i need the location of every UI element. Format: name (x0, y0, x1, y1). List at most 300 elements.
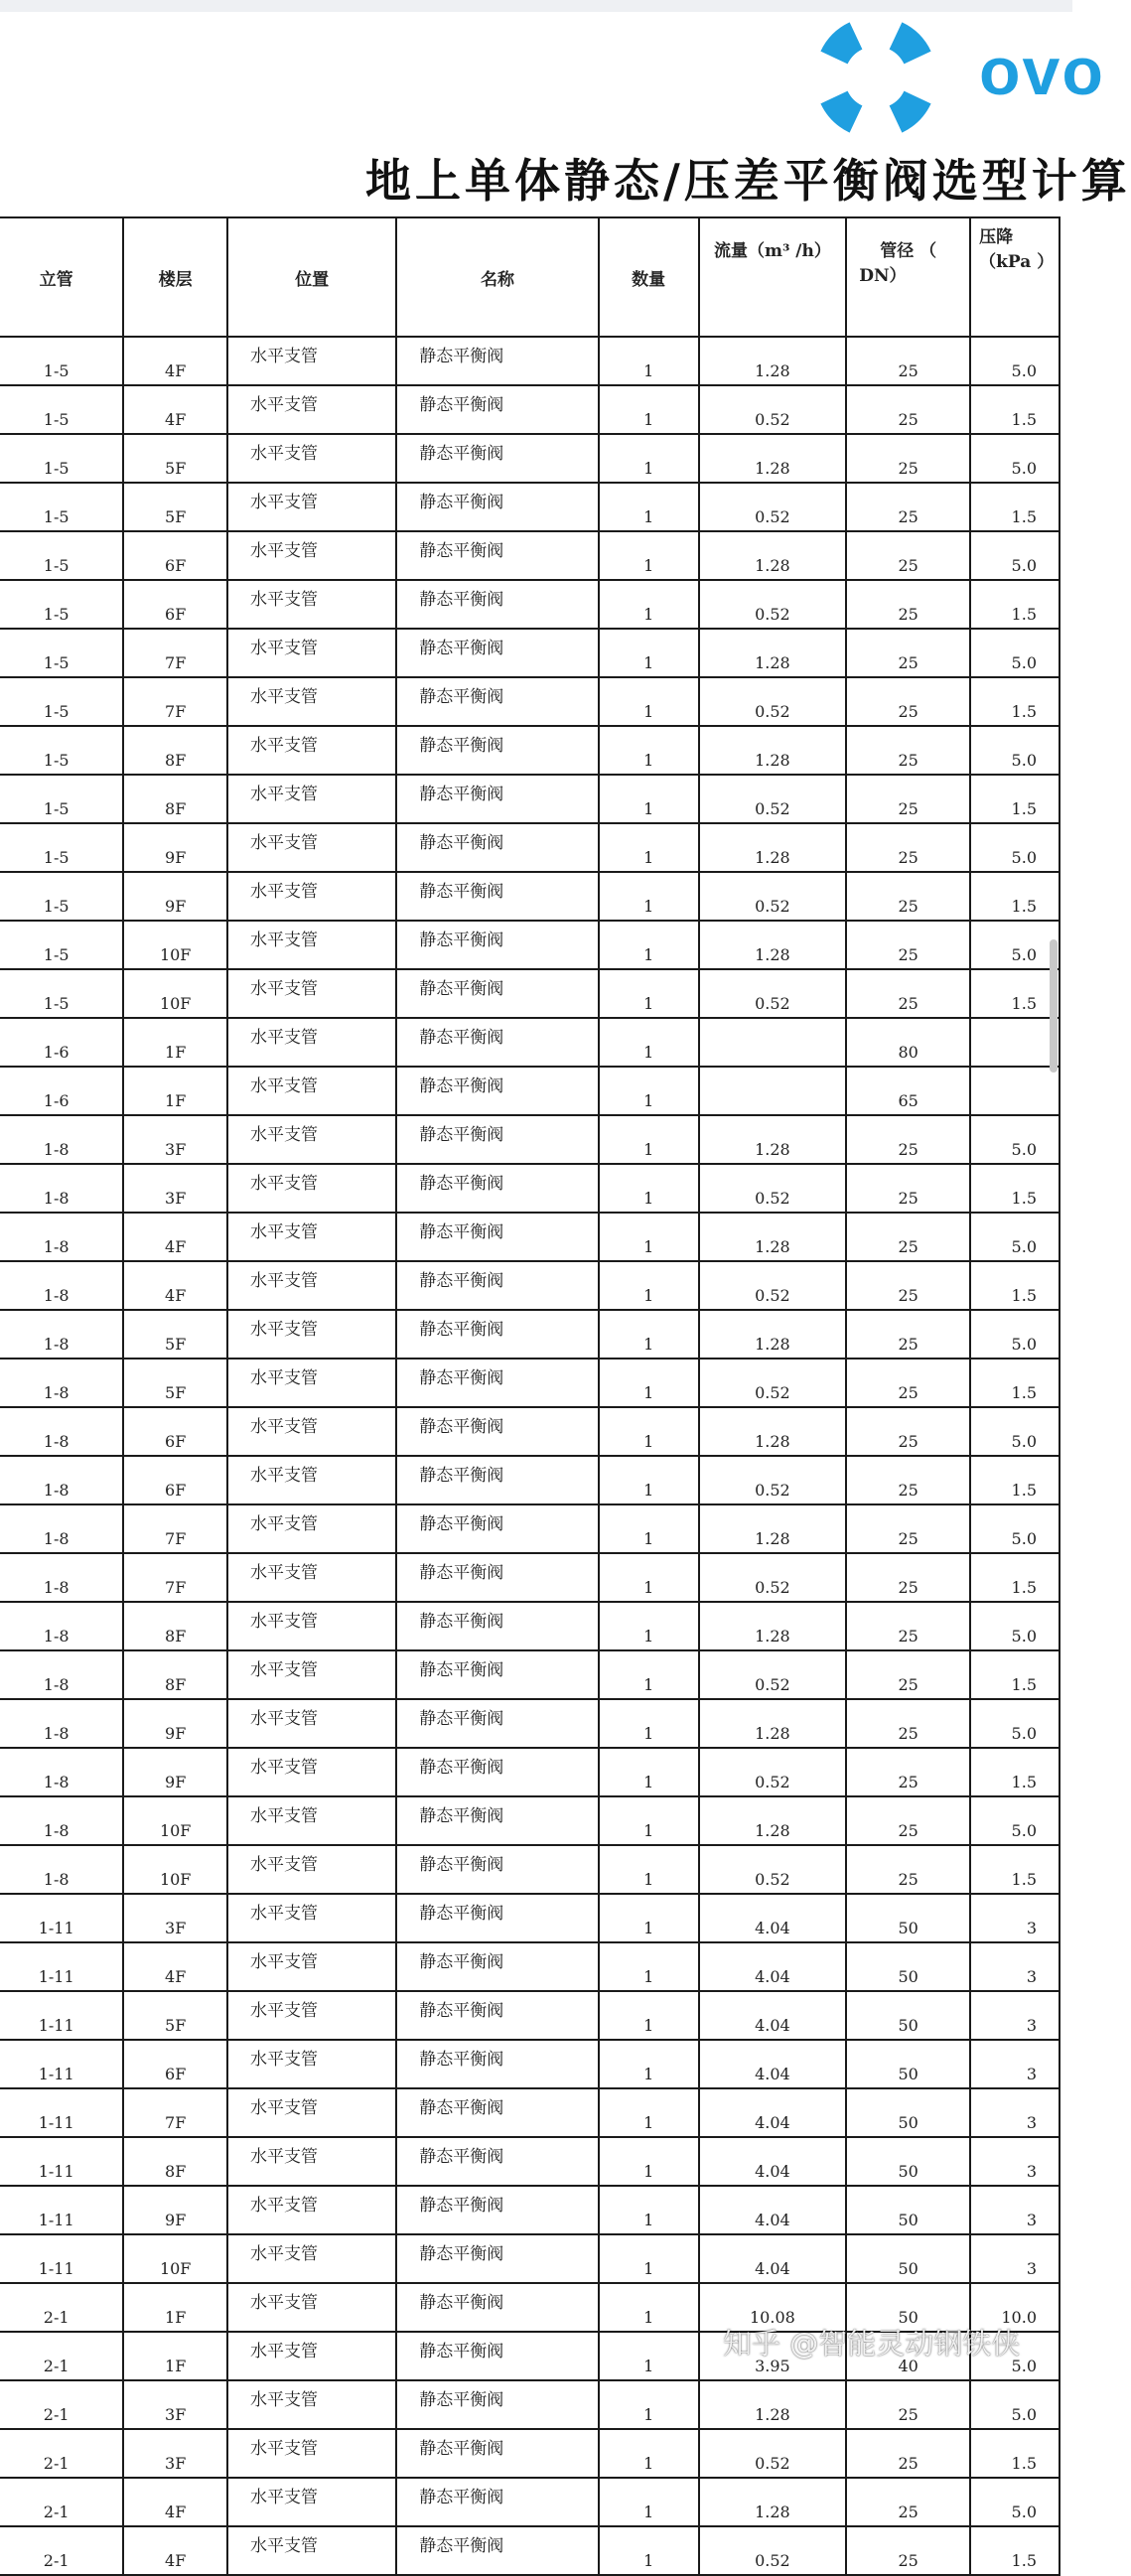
cell-qty: 1 (599, 2186, 699, 2234)
cell-floor: 6F (123, 531, 227, 580)
table-row (0, 385, 1060, 434)
col-header-diameter-line2: DN） (859, 266, 907, 286)
cell-riser: 1-5 (0, 337, 123, 385)
cell-pressure-drop: 5.0 (970, 434, 1060, 483)
cell-flow: 1.28 (699, 2380, 847, 2429)
cell-flow: 0.52 (699, 1359, 847, 1407)
cell-diameter: 50 (846, 1942, 970, 1991)
cell-floor: 1F (123, 2283, 227, 2332)
cell-qty: 1 (599, 1407, 699, 1456)
table-row (0, 1845, 1060, 1894)
cell-floor: 8F (123, 1602, 227, 1650)
cell-diameter: 25 (846, 1261, 970, 1310)
cell-name: 静态平衡阀 (396, 1699, 598, 1748)
cell-flow: 4.04 (699, 1942, 847, 1991)
cell-flow: 0.52 (699, 1164, 847, 1213)
table-row (0, 580, 1060, 629)
cell-flow: 1.28 (699, 921, 847, 969)
table-row (0, 1748, 1060, 1796)
valve-selection-table (0, 216, 1060, 2576)
table-row (0, 677, 1060, 726)
cell-name: 静态平衡阀 (396, 1894, 598, 1942)
cell-flow: 1.28 (699, 1310, 847, 1359)
table-row (0, 2380, 1060, 2429)
cell-flow (699, 1067, 847, 1115)
cell-pressure-drop: 5.0 (970, 2380, 1060, 2429)
cell-location: 水平支管 (227, 2283, 396, 2332)
cell-diameter: 40 (846, 2332, 970, 2380)
cell-location: 水平支管 (227, 1359, 396, 1407)
cell-floor: 3F (123, 1115, 227, 1164)
cell-flow: 0.52 (699, 1845, 847, 1894)
cell-name: 静态平衡阀 (396, 2526, 598, 2575)
cell-location: 水平支管 (227, 1796, 396, 1845)
cell-floor: 10F (123, 2234, 227, 2283)
cell-flow: 0.52 (699, 1456, 847, 1504)
cell-riser: 1-11 (0, 1942, 123, 1991)
table-row (0, 1894, 1060, 1942)
cell-pressure-drop: 5.0 (970, 531, 1060, 580)
cell-riser: 1-5 (0, 531, 123, 580)
cell-name: 静态平衡阀 (396, 1456, 598, 1504)
cell-riser: 1-11 (0, 2186, 123, 2234)
table-row (0, 1115, 1060, 1164)
cell-flow: 1.28 (699, 2478, 847, 2526)
cell-floor: 10F (123, 969, 227, 1018)
cell-name: 静态平衡阀 (396, 823, 598, 872)
cell-pressure-drop: 1.5 (970, 2429, 1060, 2478)
table-row (0, 1942, 1060, 1991)
cell-pressure-drop: 1.5 (970, 1359, 1060, 1407)
table-row (0, 2088, 1060, 2137)
cell-flow: 1.28 (699, 629, 847, 677)
cell-flow: 4.04 (699, 2234, 847, 2283)
cell-qty: 1 (599, 385, 699, 434)
cell-pressure-drop: 1.5 (970, 1553, 1060, 1602)
cell-qty: 1 (599, 1845, 699, 1894)
cell-name: 静态平衡阀 (396, 1359, 598, 1407)
cell-floor: 1F (123, 1018, 227, 1067)
cell-location: 水平支管 (227, 1310, 396, 1359)
cell-name: 静态平衡阀 (396, 1067, 598, 1115)
cell-name: 静态平衡阀 (396, 1748, 598, 1796)
cell-riser: 1-8 (0, 1213, 123, 1261)
table-row (0, 2429, 1060, 2478)
cell-diameter: 25 (846, 969, 970, 1018)
cell-riser: 2-1 (0, 2332, 123, 2380)
cell-flow: 1.28 (699, 1796, 847, 1845)
cell-qty: 1 (599, 2332, 699, 2380)
cell-location: 水平支管 (227, 2137, 396, 2186)
cell-location: 水平支管 (227, 1699, 396, 1748)
cell-qty: 1 (599, 2234, 699, 2283)
table-header-row (0, 217, 1060, 337)
cell-qty: 1 (599, 1213, 699, 1261)
cell-qty: 1 (599, 1310, 699, 1359)
cell-pressure-drop: 3 (970, 2040, 1060, 2088)
cell-riser: 1-8 (0, 1261, 123, 1310)
cell-riser: 2-1 (0, 2526, 123, 2575)
cell-location: 水平支管 (227, 337, 396, 385)
cell-flow: 0.52 (699, 1748, 847, 1796)
col-header-diameter (846, 217, 970, 337)
cell-floor: 5F (123, 1359, 227, 1407)
cell-name: 静态平衡阀 (396, 2283, 598, 2332)
cell-diameter: 50 (846, 2186, 970, 2234)
cell-diameter: 25 (846, 677, 970, 726)
cell-flow: 0.52 (699, 483, 847, 531)
cell-qty: 1 (599, 1115, 699, 1164)
cell-location: 水平支管 (227, 921, 396, 969)
cell-flow: 1.28 (699, 823, 847, 872)
cell-diameter: 25 (846, 1553, 970, 1602)
cell-pressure-drop: 1.5 (970, 1456, 1060, 1504)
cell-riser: 1-8 (0, 1310, 123, 1359)
cell-flow: 0.52 (699, 1553, 847, 1602)
cell-name: 静态平衡阀 (396, 2380, 598, 2429)
cell-location: 水平支管 (227, 1894, 396, 1942)
cell-diameter: 50 (846, 1894, 970, 1942)
col-header-flow: 流量（m³ /h） (699, 217, 847, 337)
cell-diameter: 25 (846, 483, 970, 531)
cell-riser: 1-8 (0, 1699, 123, 1748)
cell-diameter: 25 (846, 1748, 970, 1796)
cell-qty: 1 (599, 872, 699, 921)
table-row (0, 483, 1060, 531)
cell-location: 水平支管 (227, 2478, 396, 2526)
cell-name: 静态平衡阀 (396, 434, 598, 483)
cell-pressure-drop: 5.0 (970, 1504, 1060, 1553)
cell-qty: 1 (599, 1991, 699, 2040)
cell-pressure-drop: 5.0 (970, 1699, 1060, 1748)
cell-riser: 1-8 (0, 1456, 123, 1504)
cell-riser: 1-5 (0, 872, 123, 921)
cell-floor: 7F (123, 1553, 227, 1602)
cell-diameter: 25 (846, 1213, 970, 1261)
cell-diameter: 25 (846, 775, 970, 823)
cell-riser: 1-5 (0, 677, 123, 726)
cell-diameter: 25 (846, 337, 970, 385)
cell-diameter: 25 (846, 1699, 970, 1748)
cell-flow: 1.28 (699, 1699, 847, 1748)
cell-riser: 1-8 (0, 1407, 123, 1456)
cell-floor: 10F (123, 1845, 227, 1894)
table-row (0, 1602, 1060, 1650)
scrollbar-thumb[interactable] (1050, 939, 1058, 1073)
cell-pressure-drop: 3 (970, 2137, 1060, 2186)
table-row (0, 1991, 1060, 2040)
cell-location: 水平支管 (227, 2186, 396, 2234)
cell-location: 水平支管 (227, 1115, 396, 1164)
cell-diameter: 25 (846, 1456, 970, 1504)
cell-location: 水平支管 (227, 629, 396, 677)
cell-location: 水平支管 (227, 1456, 396, 1504)
cell-pressure-drop: 1.5 (970, 969, 1060, 1018)
cell-qty: 1 (599, 483, 699, 531)
cell-riser: 1-5 (0, 434, 123, 483)
cell-flow (699, 1018, 847, 1067)
table-row (0, 1164, 1060, 1213)
table-row (0, 1018, 1060, 1067)
cell-floor: 7F (123, 677, 227, 726)
cell-diameter: 25 (846, 1845, 970, 1894)
table-row (0, 337, 1060, 385)
cell-flow: 0.52 (699, 677, 847, 726)
cell-pressure-drop: 5.0 (970, 629, 1060, 677)
cell-floor: 3F (123, 1894, 227, 1942)
cell-flow: 1.28 (699, 531, 847, 580)
col-header-pressure-drop (970, 217, 1060, 337)
cell-diameter: 25 (846, 531, 970, 580)
cell-pressure-drop: 5.0 (970, 2478, 1060, 2526)
cell-floor: 5F (123, 483, 227, 531)
cell-location: 水平支管 (227, 483, 396, 531)
cell-location: 水平支管 (227, 823, 396, 872)
cell-qty: 1 (599, 726, 699, 775)
cell-riser: 1-8 (0, 1359, 123, 1407)
cell-diameter: 25 (846, 580, 970, 629)
cell-diameter: 50 (846, 2137, 970, 2186)
cell-location: 水平支管 (227, 531, 396, 580)
cell-qty: 1 (599, 1894, 699, 1942)
cell-riser: 1-5 (0, 483, 123, 531)
cell-qty: 1 (599, 1553, 699, 1602)
cell-diameter: 25 (846, 872, 970, 921)
cell-floor: 7F (123, 629, 227, 677)
cell-name: 静态平衡阀 (396, 921, 598, 969)
cell-location: 水平支管 (227, 1504, 396, 1553)
cell-flow: 4.04 (699, 1894, 847, 1942)
cell-riser: 1-11 (0, 1991, 123, 2040)
cell-name: 静态平衡阀 (396, 1115, 598, 1164)
table-row (0, 1067, 1060, 1115)
table-row (0, 2478, 1060, 2526)
cell-name: 静态平衡阀 (396, 1504, 598, 1553)
cell-flow: 1.28 (699, 1115, 847, 1164)
cell-riser: 1-8 (0, 1553, 123, 1602)
cell-qty: 1 (599, 1164, 699, 1213)
cell-pressure-drop: 1.5 (970, 1748, 1060, 1796)
col-header-pressure-drop-line1: 压降 (979, 227, 1014, 247)
cell-diameter: 50 (846, 2234, 970, 2283)
cell-floor: 8F (123, 2137, 227, 2186)
cell-pressure-drop: 5.0 (970, 1796, 1060, 1845)
cell-diameter: 50 (846, 2040, 970, 2088)
cell-qty: 1 (599, 2380, 699, 2429)
table-row (0, 1261, 1060, 1310)
cell-pressure-drop (970, 1067, 1060, 1115)
cell-name: 静态平衡阀 (396, 1796, 598, 1845)
cell-qty: 1 (599, 775, 699, 823)
cell-pressure-drop: 3 (970, 1894, 1060, 1942)
cell-location: 水平支管 (227, 1748, 396, 1796)
cell-pressure-drop: 3 (970, 1942, 1060, 1991)
cell-location: 水平支管 (227, 1407, 396, 1456)
cell-name: 静态平衡阀 (396, 1018, 598, 1067)
cell-location: 水平支管 (227, 1213, 396, 1261)
table-row (0, 1796, 1060, 1845)
cell-diameter: 25 (846, 1407, 970, 1456)
cell-floor: 7F (123, 1504, 227, 1553)
cell-pressure-drop: 5.0 (970, 1213, 1060, 1261)
table-row (0, 969, 1060, 1018)
cell-name: 静态平衡阀 (396, 2137, 598, 2186)
table-row (0, 1359, 1060, 1407)
cell-riser: 1-5 (0, 580, 123, 629)
cell-floor: 9F (123, 1699, 227, 1748)
cell-location: 水平支管 (227, 1942, 396, 1991)
cell-flow: 1.28 (699, 1213, 847, 1261)
cell-name: 静态平衡阀 (396, 1164, 598, 1213)
cell-qty: 1 (599, 1650, 699, 1699)
cell-pressure-drop: 1.5 (970, 1261, 1060, 1310)
cell-flow: 4.04 (699, 2040, 847, 2088)
cell-diameter: 25 (846, 434, 970, 483)
cell-pressure-drop: 5.0 (970, 921, 1060, 969)
cell-qty: 1 (599, 2040, 699, 2088)
cell-name: 静态平衡阀 (396, 872, 598, 921)
cell-flow: 1.28 (699, 1504, 847, 1553)
cell-diameter: 25 (846, 1359, 970, 1407)
cell-diameter: 25 (846, 629, 970, 677)
cell-pressure-drop: 1.5 (970, 1650, 1060, 1699)
cell-flow: 4.04 (699, 2137, 847, 2186)
cell-floor: 6F (123, 2040, 227, 2088)
table-row (0, 726, 1060, 775)
cell-flow: 3.95 (699, 2332, 847, 2380)
cell-qty: 1 (599, 969, 699, 1018)
cell-location: 水平支管 (227, 1261, 396, 1310)
cell-name: 静态平衡阀 (396, 1942, 598, 1991)
cell-riser: 1-6 (0, 1067, 123, 1115)
cell-qty: 1 (599, 1602, 699, 1650)
cell-name: 静态平衡阀 (396, 385, 598, 434)
table-body (0, 337, 1060, 2575)
cell-location: 水平支管 (227, 1602, 396, 1650)
cell-flow: 1.28 (699, 1602, 847, 1650)
cell-pressure-drop: 1.5 (970, 775, 1060, 823)
cell-pressure-drop: 3 (970, 2234, 1060, 2283)
ovo-logo-icon (808, 10, 943, 145)
col-header-location: 位置 (227, 217, 396, 337)
cell-location: 水平支管 (227, 2332, 396, 2380)
cell-qty: 1 (599, 1504, 699, 1553)
cell-diameter: 25 (846, 726, 970, 775)
cell-riser: 1-8 (0, 1650, 123, 1699)
cell-name: 静态平衡阀 (396, 2186, 598, 2234)
cell-qty: 1 (599, 2283, 699, 2332)
cell-floor: 3F (123, 2429, 227, 2478)
cell-qty: 1 (599, 677, 699, 726)
cell-pressure-drop: 1.5 (970, 385, 1060, 434)
col-header-floor: 楼层 (123, 217, 227, 337)
cell-qty: 1 (599, 1796, 699, 1845)
cell-flow: 0.52 (699, 1261, 847, 1310)
cell-name: 静态平衡阀 (396, 726, 598, 775)
cell-floor: 5F (123, 1991, 227, 2040)
table-row (0, 1456, 1060, 1504)
cell-qty: 1 (599, 1699, 699, 1748)
cell-location: 水平支管 (227, 2040, 396, 2088)
cell-location: 水平支管 (227, 385, 396, 434)
table-row (0, 2040, 1060, 2088)
table-row (0, 1504, 1060, 1553)
table-row (0, 2234, 1060, 2283)
cell-flow: 0.52 (699, 2526, 847, 2575)
cell-name: 静态平衡阀 (396, 580, 598, 629)
table-row (0, 823, 1060, 872)
cell-location: 水平支管 (227, 775, 396, 823)
cell-location: 水平支管 (227, 1164, 396, 1213)
cell-pressure-drop: 3 (970, 2186, 1060, 2234)
cell-location: 水平支管 (227, 677, 396, 726)
table-row (0, 1553, 1060, 1602)
cell-riser: 1-5 (0, 385, 123, 434)
cell-riser: 1-8 (0, 1796, 123, 1845)
cell-name: 静态平衡阀 (396, 677, 598, 726)
cell-diameter: 25 (846, 2380, 970, 2429)
cell-name: 静态平衡阀 (396, 1991, 598, 2040)
cell-name: 静态平衡阀 (396, 1310, 598, 1359)
cell-pressure-drop: 5.0 (970, 1310, 1060, 1359)
cell-riser: 1-11 (0, 1894, 123, 1942)
table-row (0, 2186, 1060, 2234)
cell-qty: 1 (599, 1067, 699, 1115)
cell-qty: 1 (599, 434, 699, 483)
cell-qty: 1 (599, 1018, 699, 1067)
table-row (0, 1310, 1060, 1359)
cell-riser: 1-5 (0, 823, 123, 872)
cell-riser: 1-8 (0, 1115, 123, 1164)
cell-qty: 1 (599, 337, 699, 385)
cell-qty: 1 (599, 2526, 699, 2575)
cell-riser: 2-1 (0, 2380, 123, 2429)
cell-floor: 1F (123, 1067, 227, 1115)
cell-name: 静态平衡阀 (396, 2234, 598, 2283)
cell-name: 静态平衡阀 (396, 1261, 598, 1310)
cell-flow: 0.52 (699, 1650, 847, 1699)
cell-flow: 0.52 (699, 775, 847, 823)
cell-riser: 1-8 (0, 1602, 123, 1650)
table-row (0, 775, 1060, 823)
watermark: 知乎 @智能灵动钢铁侠 (723, 2327, 1021, 2361)
cell-floor: 6F (123, 1456, 227, 1504)
cell-location: 水平支管 (227, 872, 396, 921)
col-header-pressure-drop-line2: （kPa ） (979, 252, 1055, 272)
cell-flow: 0.52 (699, 2429, 847, 2478)
cell-name: 静态平衡阀 (396, 1602, 598, 1650)
cell-diameter: 25 (846, 921, 970, 969)
cell-name: 静态平衡阀 (396, 1407, 598, 1456)
cell-floor: 4F (123, 1213, 227, 1261)
table-row (0, 872, 1060, 921)
cell-location: 水平支管 (227, 2088, 396, 2137)
cell-pressure-drop: 5.0 (970, 337, 1060, 385)
cell-name: 静态平衡阀 (396, 531, 598, 580)
cell-floor: 3F (123, 1164, 227, 1213)
cell-diameter: 50 (846, 2283, 970, 2332)
cell-floor: 9F (123, 2186, 227, 2234)
cell-pressure-drop: 1.5 (970, 2526, 1060, 2575)
cell-location: 水平支管 (227, 969, 396, 1018)
cell-floor: 4F (123, 2478, 227, 2526)
cell-pressure-drop: 10.0 (970, 2283, 1060, 2332)
cell-diameter: 25 (846, 1164, 970, 1213)
table-row (0, 1407, 1060, 1456)
cell-name: 静态平衡阀 (396, 1213, 598, 1261)
cell-location: 水平支管 (227, 2380, 396, 2429)
cell-pressure-drop: 5.0 (970, 823, 1060, 872)
